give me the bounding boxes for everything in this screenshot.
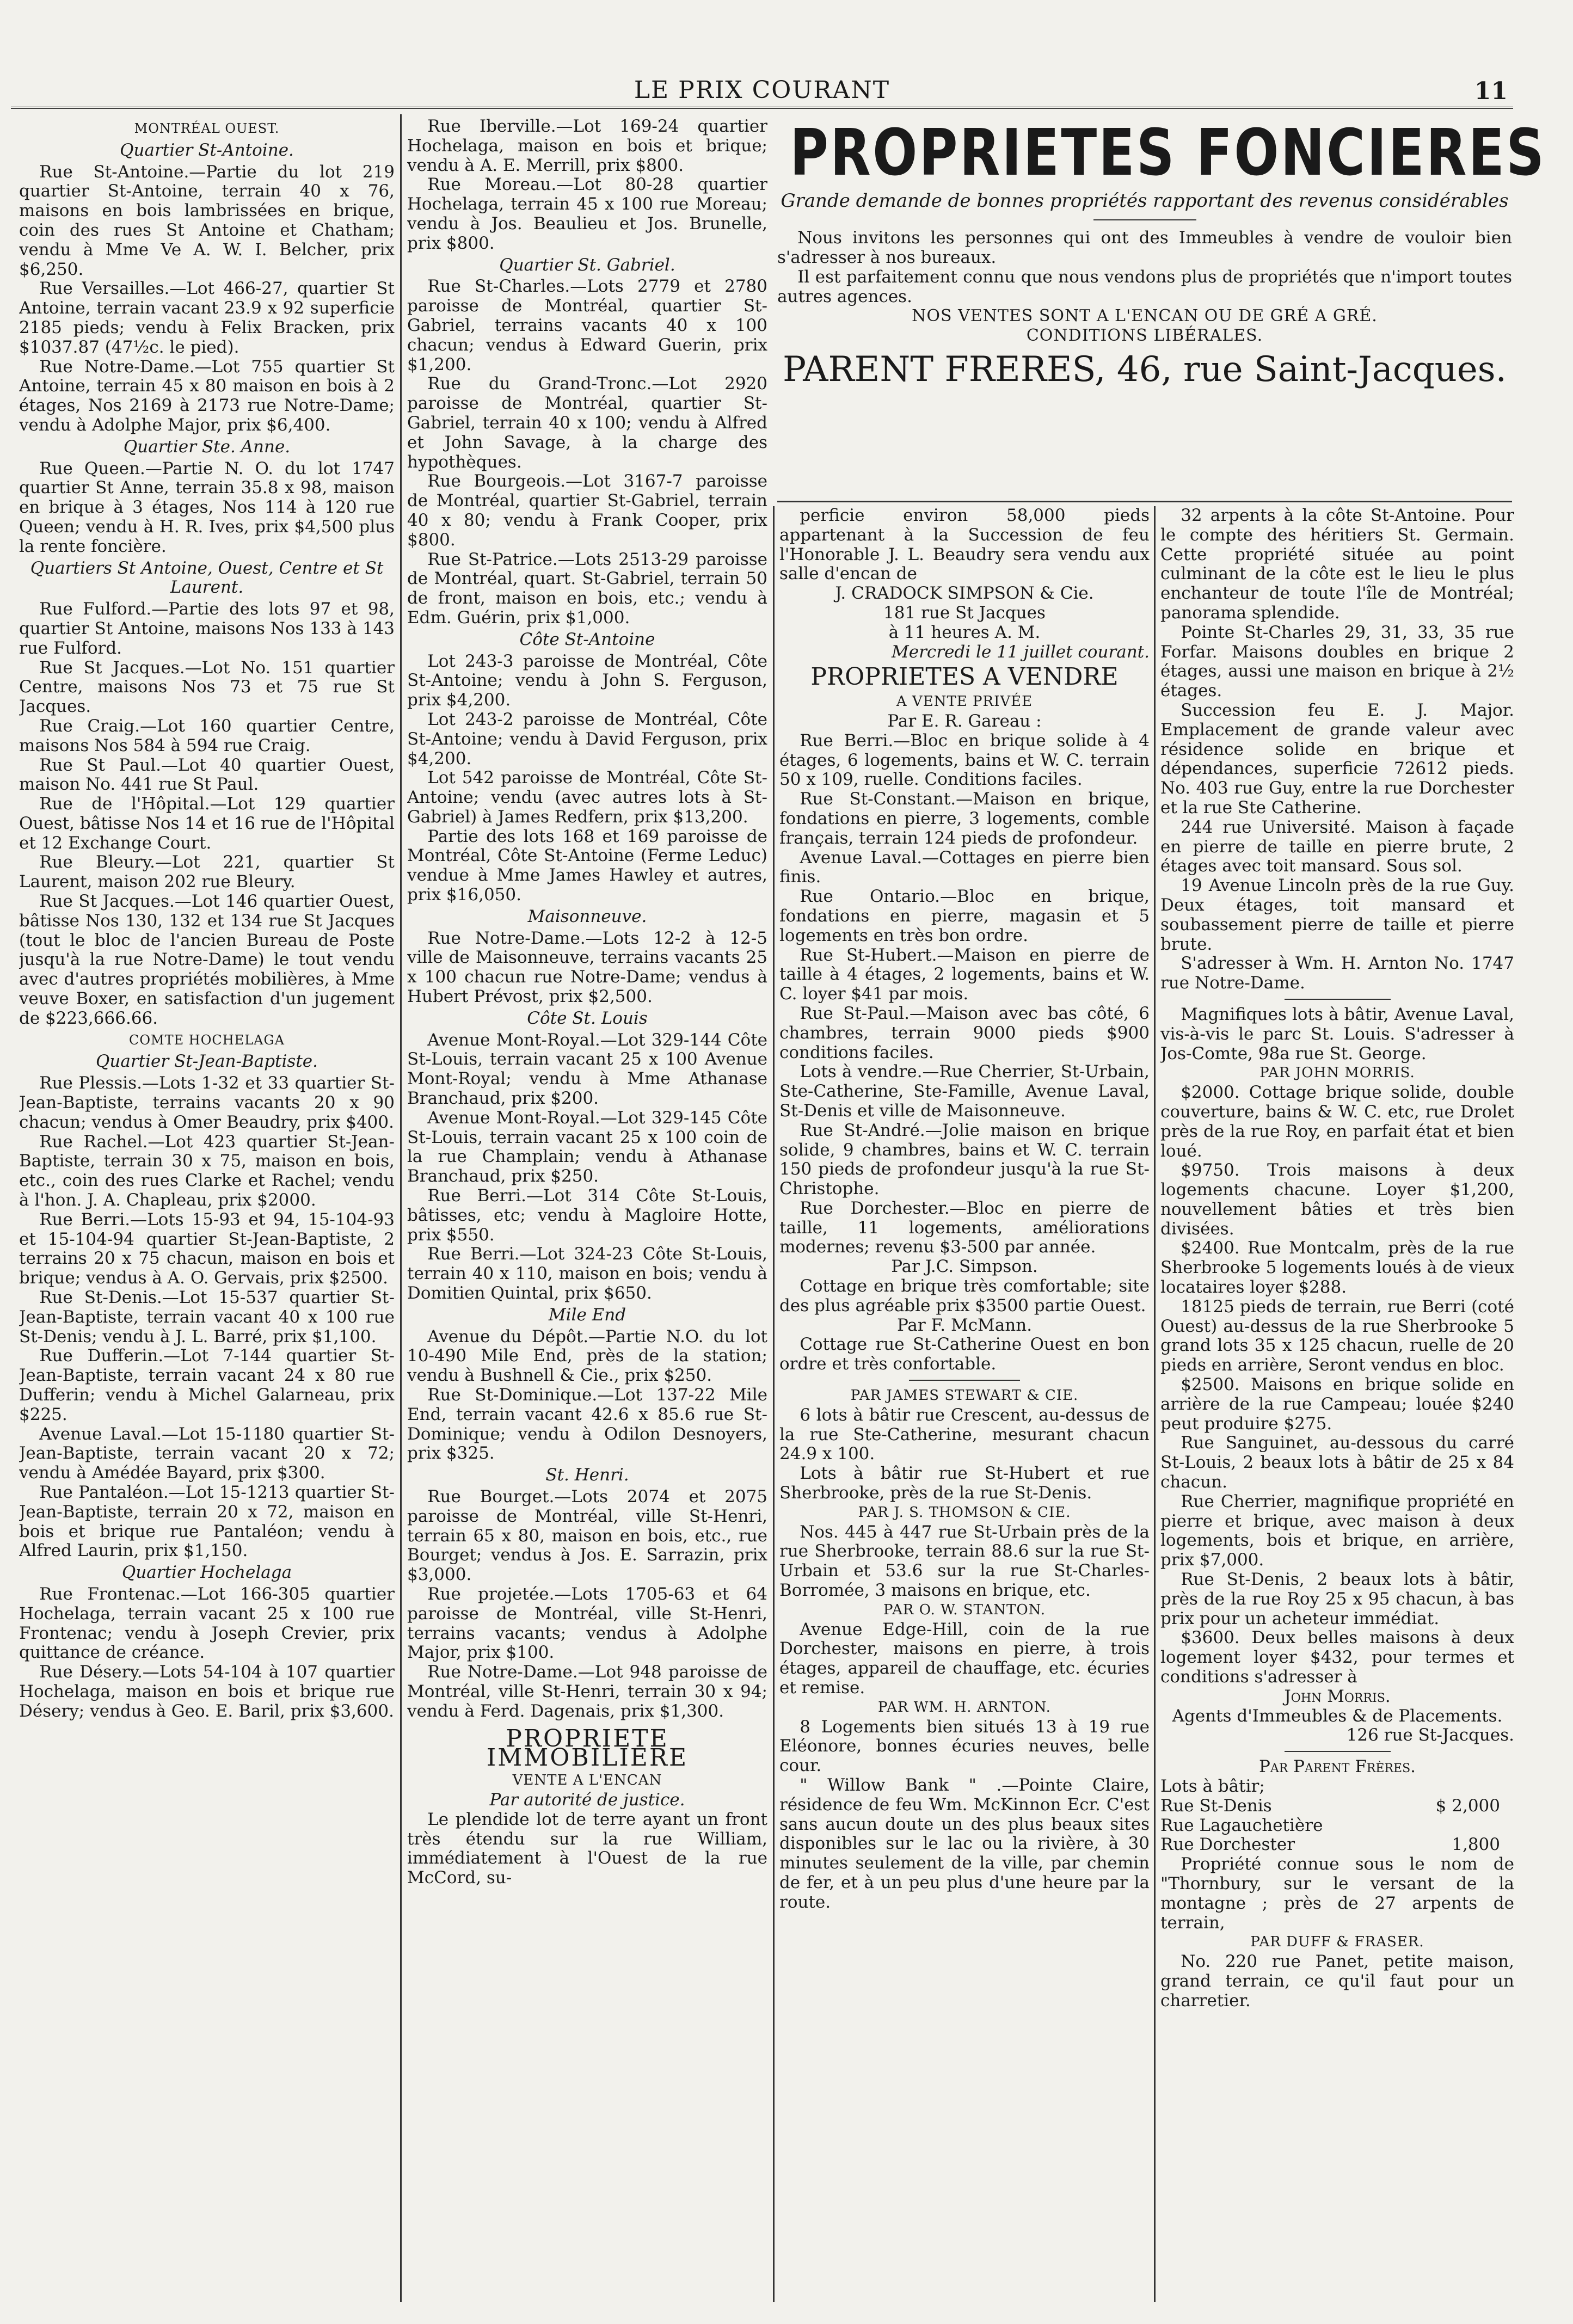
- banner-firm: PARENT FRERES, 46, rue Saint-Jacques.: [783, 349, 1507, 390]
- lots-label: Lots à bâtir;: [1160, 1776, 1265, 1796]
- listing: Rue Queen.—Partie N. O. du lot 1747 quartier St Anne, terrain 35.8 x 98, maison en brique à 3 étages, Nos 114 à 120 rue Queen; vendu à H. R. Ives, prix $4,500 plus la rente foncière.: [19, 458, 395, 556]
- sale-time: à 11 heures A. M.: [888, 622, 1041, 642]
- table-row: [1160, 1816, 1500, 1836]
- listing: Rue Berri.—Bloc en brique solide à 4 étages, 6 logements, bains et W. C. terrain 50 x 109, ruelle. Conditions faciles.: [779, 730, 1150, 790]
- agent-heading: PAR JAMES STEWART & CIE.: [850, 1387, 1079, 1404]
- listing: Rue St-Antoine.—Partie du lot 219 quartier St-Antoine, terrain 40 x 76, maisons en bois lambrissées en brique, coin des rues St Antoine et Chatham; vendu à Mme Ve A. W. I. Belcher, prix $6,250.: [19, 162, 395, 279]
- section-heading: St. Henri.: [545, 1465, 629, 1485]
- running-title: LE PRIX COURANT: [634, 76, 890, 104]
- listing: Avenue Edge-Hill, coin de la rue Dorchester, maisons en pierre, à trois étages, appareil de chauffage, etc. écuries et remise.: [779, 1619, 1150, 1698]
- page-number: 11: [1474, 77, 1508, 105]
- listing: Rue Frontenac.—Lot 166-305 quartier Hochelaga, terrain vacant 25 x 100 rue Frontenac; vendu à Joseph Crevier, prix quittance de créance.: [19, 1584, 395, 1663]
- section-heading: Côte St. Louis: [527, 1008, 648, 1028]
- column-3: [779, 506, 1150, 2313]
- listing: Lot 542 paroisse de Montréal, Côte St-Antoine; vendu (avec autres lots à St-Gabriel) à James Redfern, prix $13,200.: [407, 768, 767, 827]
- listing: Rue Bleury.—Lot 221, quartier St Laurent, maison 202 rue Bleury.: [19, 852, 395, 892]
- listing: Rue Dorchester.—Bloc en pierre de taille, 11 logements, améliorations modernes; revenu $3-500 par année.: [779, 1198, 1150, 1257]
- agent-address: 181 rue St Jacques: [883, 602, 1046, 623]
- column-1: [19, 117, 395, 2316]
- listing: Rue St-Denis, 2 beaux lots à bâtir, près de la rue Roy 25 x 95 chacun, à bas prix pour un acheteur immédiat.: [1160, 1570, 1514, 1628]
- listing: Rue Bourget.—Lots 2074 et 2075 paroisse de Montréal, ville St-Henri, terrain 65 x 80, maison en bois, etc., rue Bourget; vendus à Jos. E. Sarrazin, prix $3,000.: [407, 1486, 767, 1585]
- listing: Rue Fulford.—Partie des lots 97 et 98, quartier St Antoine, maisons Nos 133 à 143 rue Fulford.: [19, 599, 395, 658]
- listing: Rue Pantaléon.—Lot 15-1213 quartier St-Jean-Baptiste, terrain 20 x 72, maison en bois et brique rue Pantaléon; vendu à Alfred Laurin, prix $1,150.: [19, 1482, 395, 1561]
- listing: Rue Berri.—Lot 324-23 Côte St-Louis, terrain 40 x 110, maison en bois; vendu à Domitien Quintal, prix $650.: [407, 1244, 767, 1304]
- section-heading: Quartiers St Antoine, Ouest, Centre et St Laurent.: [30, 558, 384, 598]
- section-heading: Quartier St-Antoine.: [120, 140, 294, 160]
- listing: Rue St Jacques.—Lot 146 quartier Ouest, bâtisse Nos 130, 132 et 134 rue St Jacques (tout le bloc de l'ancien Bureau de Poste jusqu'à la rue Notre-Dame) le tout vendu avec d'autres propriétés mobilières, à Mme veuve Boxer, en satisfaction d'un jugement de $223,666.66.: [19, 892, 395, 1028]
- agent-heading: PAR O. W. STANTON.: [883, 1601, 1046, 1618]
- agent-heading: PAR JOHN MORRIS.: [1259, 1065, 1415, 1081]
- section-heading: Quartier St. Gabriel.: [499, 255, 675, 275]
- listing: Rue Bourgeois.—Lot 3167-7 paroisse de Montréal, quartier St-Gabriel, terrain 40 x 80; vendu à Frank Cooper, prix $800.: [407, 471, 767, 550]
- lot-street: Rue Lagauchetière: [1160, 1815, 1323, 1835]
- signature-address: 126 rue St-Jacques.: [1346, 1725, 1514, 1745]
- sale-date: Mercredi le 11 juillet courant.: [891, 642, 1150, 662]
- lot-amount: [1404, 1816, 1500, 1836]
- listing: Lots à vendre.—Rue Cherrier, St-Urbain, Ste-Catherine, Ste-Famille, Avenue Laval, St-Denis et ville de Maisonneuve.: [779, 1062, 1150, 1121]
- listing: Rue du Grand-Tronc.—Lot 2920 paroisse de Montréal, quartier St-Gabriel, terrain 40 x 100; vendu à Alfred et John Savage, à la charge des hypothèques.: [407, 374, 767, 472]
- section-heading: Maisonneuve.: [527, 906, 647, 926]
- listing: Avenue Mont-Royal.—Lot 329-144 Côte St-Louis, terrain vacant 25 x 100 Avenue Mont-Royal; vendu à Mme Athanase Branchaud, prix $200.: [407, 1030, 767, 1109]
- listing: Rue St-Patrice.—Lots 2513-29 paroisse de Montréal, quart. St-Gabriel, terrain 50 de front, maison en bois, etc.; vendu à Edm. Guérin, prix $1,000.: [407, 549, 767, 628]
- listing: Rue Cherrier, magnifique propriété en pierre et brique, avec maison à deux logements, bois et brique, en arrière, prix $7,000.: [1160, 1491, 1514, 1570]
- listing: Lot 243-3 paroisse de Montréal, Côte St-Antoine; vendu à John S. Ferguson, prix $4,200.: [407, 651, 767, 710]
- notice-title: PROPRIETE IMMOBILIERE: [486, 1724, 689, 1772]
- separator: [1285, 999, 1391, 1000]
- listing: 244 rue Université. Maison à façade en pierre de taille en pierre brute, 2 étages avec toit mansard. Sous sol.: [1160, 817, 1514, 876]
- listing: Rue Iberville.—Lot 169-24 quartier Hochelaga, maison en bois et brique; vendu à A. E. Merrill, prix $800.: [407, 117, 767, 175]
- column-4: [1160, 506, 1514, 2313]
- listing: Succession feu E. J. Major. Emplacement de grande valeur avec résidence solide en brique et dépendances, superficie 72612 pieds. No. 403 rue Guy, entre la rue Dorchester et la rue Ste Catherine.: [1160, 700, 1514, 817]
- listing: Rue Sanguinet, au-dessous du carré St-Louis, 2 beaux lots à bâtir de 25 x 84 chacun.: [1160, 1433, 1514, 1492]
- listing: Cottage rue St-Catherine Ouest en bon ordre et très confortable.: [779, 1335, 1150, 1374]
- section-heading: Mile End: [548, 1305, 626, 1325]
- agent-heading: PAR DUFF & FRASER.: [1250, 1934, 1424, 1951]
- listing: $2500. Maisons en brique solide en arrière de la rue Campeau; louée $240 peut produire $275.: [1160, 1375, 1514, 1434]
- section-subtitle: A VENTE PRIVÉE: [896, 693, 1033, 710]
- listing: Pointe St-Charles 29, 31, 33, 35 rue Forfar. Maisons doubles en brique 2 étages, aussi une maison en brique à 2½ étages.: [1160, 622, 1514, 701]
- listing: Rue Craig.—Lot 160 quartier Centre, maisons Nos 584 à 594 rue Craig.: [19, 716, 395, 755]
- table-row: [1160, 1797, 1500, 1816]
- listing: Rue Berri.—Lot 314 Côte St-Louis, bâtisses, etc; vendu à Magloire Hotte, prix $550.: [407, 1186, 767, 1245]
- listing: 6 lots à bâtir rue Crescent, au-dessus de la rue Ste-Catherine, mesurant chacun 24.9 x 100.: [779, 1405, 1150, 1464]
- column-divider: [400, 114, 402, 2302]
- listing: Rue Ontario.—Bloc en brique, fondations en pierre, magasin et 5 logements en très bon ordre.: [779, 887, 1150, 945]
- signature: John Morris.: [1284, 1686, 1391, 1706]
- listing: Rue projetée.—Lots 1705-63 et 64 paroisse de Montréal, ville St-Henri, terrains vacants; vendus à Adolphe Major, prix $100.: [407, 1584, 767, 1663]
- agent-heading: Par Parent Frères.: [1259, 1757, 1416, 1777]
- section-heading: COMTE HOCHELAGA: [129, 1032, 285, 1048]
- listing: Rue St Paul.—Lot 40 quartier Ouest, maison No. 441 rue St Paul.: [19, 755, 395, 795]
- table-row: [1160, 1835, 1500, 1855]
- listing: Rue Berri.—Lots 15-93 et 94, 15-104-93 et 15-104-94 quartier St-Jean-Baptiste, 2 terrains 20 x 75 chacun, maison en bois et brique; vendus à A. O. Gervais, prix $2500.: [19, 1209, 395, 1288]
- separator: [909, 1380, 1020, 1381]
- section-heading: Quartier St-Jean-Baptiste.: [96, 1052, 318, 1072]
- listing: 8 Logements bien situés 13 à 19 rue Eléonore, bonnes écuries neuves, belle cour.: [779, 1717, 1150, 1776]
- listing: Le plendide lot de terre ayant un front très étendu sur la rue William, immédiatement à l'Ouest de la rue McCord, su-: [407, 1809, 767, 1888]
- separator: [1285, 1751, 1391, 1752]
- agent-heading: Par E. R. Gareau :: [887, 711, 1042, 731]
- column-divider: [773, 506, 775, 2302]
- agent-heading: Par F. McMann.: [896, 1315, 1033, 1335]
- agent-heading: PAR WM. H. ARNTON.: [878, 1699, 1051, 1716]
- section-heading: Quartier Ste. Anne.: [123, 436, 291, 457]
- listing: Rue St-Charles.—Lots 2779 et 2780 paroisse de Montréal, quartier St-Gabriel, terrains vacants 40 x 100 chacun; vendus à Edward Guerin, prix $1,200.: [407, 276, 767, 374]
- listing: Avenue Laval.—Lot 15-1180 quartier St-Jean-Baptiste, terrain vacant 20 x 72; vendu à Amédée Bayard, prix $300.: [19, 1424, 395, 1483]
- listing: perficie environ 58,000 pieds appartenant à la Succession de feu l'Honorable J. L. Beaudry sera vendu aux salle d'encan de: [779, 506, 1150, 584]
- listing: Rue Rachel.—Lot 423 quartier St-Jean-Baptiste, terrain 30 x 75, maison en bois, etc., coin des rues Clarke et Rachel; vendu à l'hon. J. A. Chapleau, prix $2000.: [19, 1132, 395, 1210]
- banner-paragraph: Nous invitons les personnes qui ont des Immeubles à vendre de vouloir bien s'adresser à nos bureaux.: [777, 228, 1512, 267]
- listing: No. 220 rue Panet, petite maison, grand terrain, ce qu'il faut pour un charretier.: [1160, 1952, 1514, 2011]
- lot-street: Rue Dorchester: [1160, 1835, 1295, 1855]
- listing: Rue St-Dominique.—Lot 137-22 Mile End, terrain vacant 42.6 x 85.6 rue St-Dominique; vendu à Odilon Desnoyers, prix $325.: [407, 1385, 767, 1464]
- column-2: [407, 117, 767, 2316]
- section-title: PROPRIETES A VENDRE: [810, 663, 1119, 691]
- notice-subtitle: VENTE A L'ENCAN: [512, 1772, 662, 1789]
- listing: Rue de l'Hôpital.—Lot 129 quartier Ouest, bâtisse Nos 14 et 16 rue de l'Hôpital et 12 Exchange Court.: [19, 794, 395, 853]
- listing: Partie des lots 168 et 169 paroisse de Montréal, Côte St-Antoine (Ferme Leduc) vendue à Mme James Hawley et autres, prix $16,050.: [407, 826, 767, 905]
- listing: Rue Désery.—Lots 54-104 à 107 quartier Hochelaga, maison en bois et brique rue Désery; vendus à Geo. E. Baril, prix $3,600.: [19, 1662, 395, 1721]
- listing: Rue St-Denis.—Lot 15-537 quartier St-Jean-Baptiste, terrain vacant 40 x 100 rue St-Denis; vendu à J. L. Barré, prix $1,100.: [19, 1288, 395, 1347]
- listing: Lot 243-2 paroisse de Montréal, Côte St-Antoine; vendu à David Ferguson, prix $4,200.: [407, 709, 767, 768]
- listing: " Willow Bank " .—Pointe Claire, résidence de feu Wm. McKinnon Ecr. C'est sans aucun doute un des plus beaux sites disponibles sur le lac ou la rivière, à 30 minutes seulement de la ville, par chemin de fer, et à un peu plus d'une heure par la route.: [779, 1775, 1150, 1912]
- signature-line: Agents d'Immeubles & de Placements.: [1172, 1706, 1503, 1726]
- notice-authority: Par autorité de justice.: [489, 1790, 685, 1810]
- lot-street: Rue St-Denis: [1160, 1796, 1272, 1816]
- banner-caps: CONDITIONS LIBÉRALES.: [1026, 326, 1263, 345]
- agent-heading: Par J.C. Simpson.: [891, 1257, 1038, 1277]
- listing: Rue St-Hubert.—Maison en pierre de taille à 4 étages, 2 logements, bains et W. C. loyer $41 par mois.: [779, 945, 1150, 1004]
- lots-table: [1160, 1797, 1500, 1855]
- listing: $3600. Deux belles maisons à deux logement loyer $432, pour termes et conditions s'adresser à: [1160, 1628, 1514, 1687]
- banner-rule: [1093, 219, 1196, 220]
- banner-rule: [777, 501, 1512, 502]
- listing: Rue St Jacques.—Lot No. 151 quartier Centre, maisons Nos 73 et 75 rue St Jacques.: [19, 657, 395, 717]
- listing: Rue Versailles.—Lot 466-27, quartier St Antoine, terrain vacant 23.9 x 92 superficie 2185 pieds; vendu à Felix Bracken, prix $1037.87 (47½c. le pied).: [19, 279, 395, 357]
- banner-advertisement: [777, 115, 1546, 471]
- listing: Avenue Mont-Royal.—Lot 329-145 Côte St-Louis, terrain vacant 25 x 100 coin de la rue Champlain; vendu à Athanase Branchaud, prix $250.: [407, 1108, 767, 1186]
- listing: 32 arpents à la côte St-Antoine. Pour le compte des héritiers St. Germain. Cette propriété située au point culminant de la côte est le lieu le plus enchanteur de toute l'île de Montréal; panorama splendide.: [1160, 506, 1514, 623]
- listing: Rue St-Paul.—Maison avec bas côté, 6 chambres, terrain 9000 pieds $900 conditions faciles.: [779, 1003, 1150, 1062]
- banner-subtitle: Grande demande de bonnes propriétés rapportant des revenus considérables: [781, 190, 1509, 212]
- banner-title: PROPRIETES FONCIERES: [790, 115, 1546, 190]
- listing: 18125 pieds de terrain, rue Berri (coté Ouest) au-dessus de la rue Sherbrooke 5 grand lots 35 x 125 chacun, ruelle de 20 pieds en arrière, Seront vendus en bloc.: [1160, 1296, 1514, 1375]
- listing: $2000. Cottage brique solide, double couverture, bains & W. C. etc, rue Drolet près de la rue Roy, en parfait état et bien loué.: [1160, 1083, 1514, 1161]
- banner-caps: NOS VENTES SONT A L'ENCAN OU DE GRÉ A GRÉ.: [912, 306, 1378, 325]
- listing: Avenue du Dépôt.—Partie N.O. du lot 10-490 Mile End, près de la station; vendu à Bushnell & Cie., prix $250.: [407, 1326, 767, 1386]
- agent-name: J. CRADOCK SIMPSON & Cie.: [835, 583, 1094, 604]
- listing: Rue Plessis.—Lots 1-32 et 33 quartier St-Jean-Baptiste, terrains vacants 20 x 90 chacun; vendus à Omer Beaudry, prix $400.: [19, 1073, 395, 1132]
- banner-paragraph: Il est parfaitement connu que nous vendons plus de propriétés que n'import toutes autres agences.: [777, 267, 1512, 306]
- listing: Cottage en brique très comfortable; site des plus agréable prix $3500 partie Ouest.: [779, 1276, 1150, 1315]
- listing: Rue Notre-Dame.—Lots 12-2 à 12-5 ville de Maisonneuve, terrains vacants 25 x 100 chacun rue Notre-Dame; vendus à Hubert Prévost, prix $2,500.: [407, 928, 767, 1007]
- lot-amount: 1,800: [1452, 1835, 1500, 1855]
- page-header: [11, 76, 1513, 107]
- listing: $2400. Rue Montcalm, près de la rue Sherbrooke 5 logements loués à de vieux locataires loyer $288.: [1160, 1238, 1514, 1298]
- listing: 19 Avenue Lincoln près de la rue Guy. Deux étages, toit mansard et soubassement pierre de taille et pierre brute.: [1160, 876, 1514, 954]
- listing: Rue Moreau.—Lot 80-28 quartier Hochelaga, terrain 45 x 100 rue Moreau; vendu à Jos. Beaulieu et Jos. Brunelle, prix $800.: [407, 175, 767, 253]
- listing: S'adresser à Wm. H. Arnton No. 1747 rue Notre-Dame.: [1160, 954, 1514, 993]
- header-rule: [11, 107, 1513, 109]
- listing: Rue St-André.—Jolie maison en brique solide, 9 chambres, bains et W. C. terrain 150 pieds de profondeur jusqu'à la rue St-Christophe.: [779, 1120, 1150, 1199]
- listing: Rue Notre-Dame.—Lot 755 quartier St Antoine, terrain 45 x 80 maison en bois à 2 étages, Nos 2169 à 2173 rue Notre-Dame; vendu à Adolphe Major, prix $6,400.: [19, 356, 395, 435]
- listing: Propriété connue sous le nom de "Thornbury, sur le versant de la montagne ; près de 27 arpents de terrain,: [1160, 1854, 1514, 1933]
- section-heading: Côte St-Antoine: [519, 629, 655, 649]
- lot-amount: $ 2,000: [1435, 1796, 1500, 1816]
- listing: Lots à bâtir rue St-Hubert et rue Sherbrooke, près de la rue St-Denis.: [779, 1464, 1150, 1503]
- listing: Rue Dufferin.—Lot 7-144 quartier St-Jean-Baptiste, terrain vacant 24 x 80 rue Dufferin; vendu à Michel Galarneau, prix $225.: [19, 1346, 395, 1424]
- listing: Rue Notre-Dame.—Lot 948 paroisse de Montréal, ville St-Henri, terrain 30 x 94; vendu à Ferd. Dagenais, prix $1,300.: [407, 1662, 767, 1721]
- listing: Rue St-Constant.—Maison en brique, fondations en pierre, 3 logements, comble français, terrain 124 pieds de profondeur.: [779, 789, 1150, 848]
- section-heading: Quartier Hochelaga: [121, 1563, 292, 1583]
- listing: Nos. 445 à 447 rue St-Urbain près de la rue Sherbrooke, terrain 88.6 sur la rue St-Urbain et 53.6 sur la rue St-Charles-Borromée, 3 maisons en brique, etc.: [779, 1522, 1150, 1601]
- section-heading: MONTRÉAL OUEST.: [134, 121, 280, 136]
- listing: Avenue Laval.—Cottages en pierre bien finis.: [779, 847, 1150, 887]
- column-divider: [1154, 506, 1156, 2302]
- agent-heading: PAR J. S. THOMSON & CIE.: [858, 1504, 1071, 1521]
- listing: $9750. Trois maisons à deux logements chacune. Loyer $1,200, nouvellement bâties et très bien divisées.: [1160, 1160, 1514, 1239]
- listing: Magnifiques lots à bâtir, Avenue Laval, vis-à-vis le parc St. Louis. S'adresser à Jos-Comte, 98a rue St. George.: [1160, 1004, 1514, 1063]
